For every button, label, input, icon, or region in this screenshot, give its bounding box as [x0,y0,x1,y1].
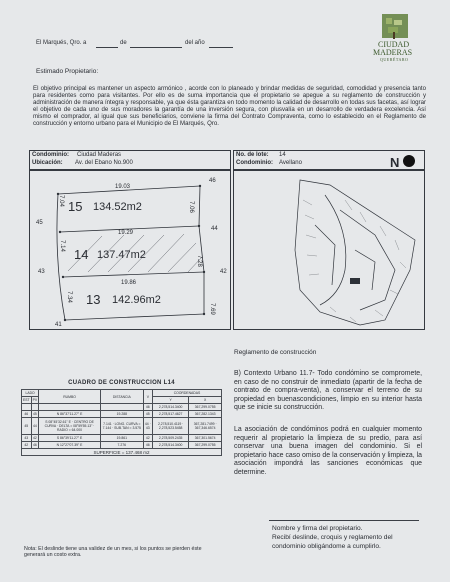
ubicacion-label: Ubicación: [32,160,63,166]
superficie-cell: SUPERFICIE = 137.468 m2 [22,449,222,456]
contexto-urbano-paragraph: B) Contexto Urbano 11.7- Todo condómino se compromete, en caso de no construir de inmediato (apartir de la fecha de contrato de compra-venta), a conservar el terreno de su propiedad en buenascondiciones, limpio en su interior hasta que se inicie su construcción. [234,370,422,412]
cell-r0-pv [31,404,39,411]
dim-east-lot13: 7.69 [208,303,215,315]
cell-r4-distancia: 7.276 [100,442,143,449]
cell-r3-v: 42 [143,435,152,442]
cell-r0-est [22,404,32,411]
dim-top-lot14: 19.29 [118,230,134,236]
subheader-est: EST [23,398,30,402]
cell-r0-v: 46 [143,404,152,411]
header-distancia: DISTANCIA [100,390,143,404]
signature-line-3: condominio obligándome a cumplirlo. [272,543,381,550]
dim-east-lot14: 7.28 [195,255,202,267]
dim-west-lot14: 7.14 [58,240,65,252]
header-v: V [143,390,152,404]
lot-13-number: 13 [86,292,101,307]
cell-r4-pv: 46 [32,443,37,447]
cell-r1-x: 367,282.1343 [189,411,222,418]
validity-note: Nota: El deslinde tiene una validez de un mes, si los puntos se pierden éste generará un costo extra. [24,546,202,559]
cell-r3-est: 43 [22,435,32,442]
cell-r0-rumbo [39,404,101,411]
lote-label: No. de lote: [236,152,269,158]
condominio2-value: Avellano [279,160,302,166]
condominio2-label: Condominio: [236,160,273,166]
vertex-43: 43 [38,269,45,275]
cell-r1-est: 46 [22,411,32,418]
signature-line-2: Recibí deslinde, croquis y reglamento del [272,534,393,541]
lot-14-number: 14 [74,247,89,262]
lote-value: 14 [279,152,286,158]
cell-r2-pv: 44 [31,418,39,435]
month-connector: de [120,40,127,46]
cell-r1-rumbo: N 86°37'11.27" E [39,411,101,418]
cell-r2-x: 367,281.7499 · 367,346.6574 [189,418,222,435]
vertex-45: 45 [36,220,43,226]
cell-r0-x: 367,299.0755 [189,404,222,411]
cell-r4-y: 2,278,514.3400 [152,442,188,449]
cell-r4-v: 46 [143,442,152,449]
ubicacion-value: Av. del Ebano No.900 [75,160,133,166]
table-title: CUADRO DE CONSTRUCCION L14 [68,380,175,386]
superficie-row [22,449,222,456]
vertex-41: 41 [55,322,62,328]
table-row [22,418,222,435]
table-row [22,442,222,449]
cell-r2-rumbo: S 08°45'32.61" E · CENTRO DE CURVA · DELTA = 08°59'55.13" · RADIO = 64.000 [39,418,101,435]
dim-bottom-lot14: 19.86 [121,280,137,286]
cell-r4-est: 42 [22,442,32,449]
greeting: Estimado Propietario: [36,68,99,75]
cell-r2-distancia: 7.141 · LONG. CURVA = 7.144 · SUB.TAN = 3.575 [100,418,143,435]
dim-west-lot15: 7.04 [57,195,64,207]
lot-14-area: 137.47m2 [97,249,146,261]
lot-13-area: 142.96m2 [112,294,161,306]
logo-line-3: QUERÉTARO [380,57,409,62]
cell-r2-est: 45 [22,418,32,435]
lot-15-area: 134.52m2 [93,201,142,213]
year-label: del año [185,40,205,46]
cell-r3-x: 367,301.5674 [189,435,222,442]
header-lado: LADO [22,390,39,397]
construction-table [21,389,222,456]
vertex-42: 42 [220,269,227,275]
cell-r3-rumbo: S 86°39'11.27" E [39,435,101,442]
dim-top-lot15: 19.03 [115,184,131,190]
reglamento-title: Reglamento de construcción [234,349,317,356]
cell-r3-distancia: 19.861 [100,435,143,442]
header-rumbo: RUMBO [39,390,101,404]
north-label: N [390,155,400,170]
cell-r0-distancia [100,404,143,411]
dim-west-lot13: 7.34 [65,291,72,303]
cell-r1-distancia: 19.288 [100,411,143,418]
asociacion-paragraph: La asociación de condóminos podrá en cualquier momento requerir al propietario la limpieza de su predio, para así conservar una buena imagen del condominio. Si el propietario hace caso omiso de la conservación y limpieza, la asociación impondrá las sanciones económicas que determine. [234,426,422,476]
cell-r1-pv: 45 [32,412,37,416]
intro-paragraph: El objetivo principal es mantener un aspecto armónico , acorde con lo planeado y brindar medidas de seguridad, comodidad y presencia tanto para residentes como para visitantes. Por ello es de suma importancia que el propietario se apegue a su reglamento de construcción y administración de manera íntegra y responsable, ya que ésta garantiza en todo momento la calidad de desarrollo en todas sus facetas, así lograr el objetivo de cada uno de sus moradores la garantía de una inversión segura, con plusvalía en un desarrollo de verdadera excelencia. Así mismo el comprador, al igual que sus beneficiarios, conviene la firma del Contrato Compraventa, como lo establecido en el Reglamento de construcción y entorno urbano para el Municipio de El Marqués, Qro. [33,85,426,128]
lot-15-number: 15 [68,199,83,214]
subheader-y: Y [152,397,188,404]
cell-r1-y: 2,278,517.4627 [152,411,188,418]
table-row [22,411,222,418]
cell-r4-rumbo: N 12°27'07.39" E [39,442,101,449]
subheader-pv: PV [32,398,38,402]
cell-r4-x: 367,299.0755 [189,442,222,449]
logo-line-2: MADERAS [373,48,413,57]
condominio-value: Ciudad Maderas [77,152,122,158]
cell-r2-v: 44 · 43 [143,418,152,435]
cell-r1-v: 45 [143,411,152,418]
signature-line-1: Nombre y firma del propietario. [272,525,363,532]
dim-east-lot15: 7.06 [187,201,194,213]
cell-r2-y: 2,278,510.4119 · 2,278,523.5458 [152,418,188,435]
cell-r3-pv: 42 [32,436,37,440]
place-date-label: El Marqués, Qro. a [36,40,87,46]
subheader-x: X [189,397,222,404]
cell-r3-y: 2,278,509.2435 [152,435,188,442]
header-coordenadas: COORDENADAS [152,390,221,397]
table-row [22,435,222,442]
cell-r0-y: 2,278,514.3400 [152,404,188,411]
logo-line-1: CIUDAD [378,40,410,49]
condominio-label: Condominio: [32,152,69,158]
table-header-row [22,390,222,397]
vertex-46: 46 [209,178,216,184]
vertex-44: 44 [211,226,218,232]
table-row [22,404,222,411]
signature-line[interactable] [269,520,419,521]
